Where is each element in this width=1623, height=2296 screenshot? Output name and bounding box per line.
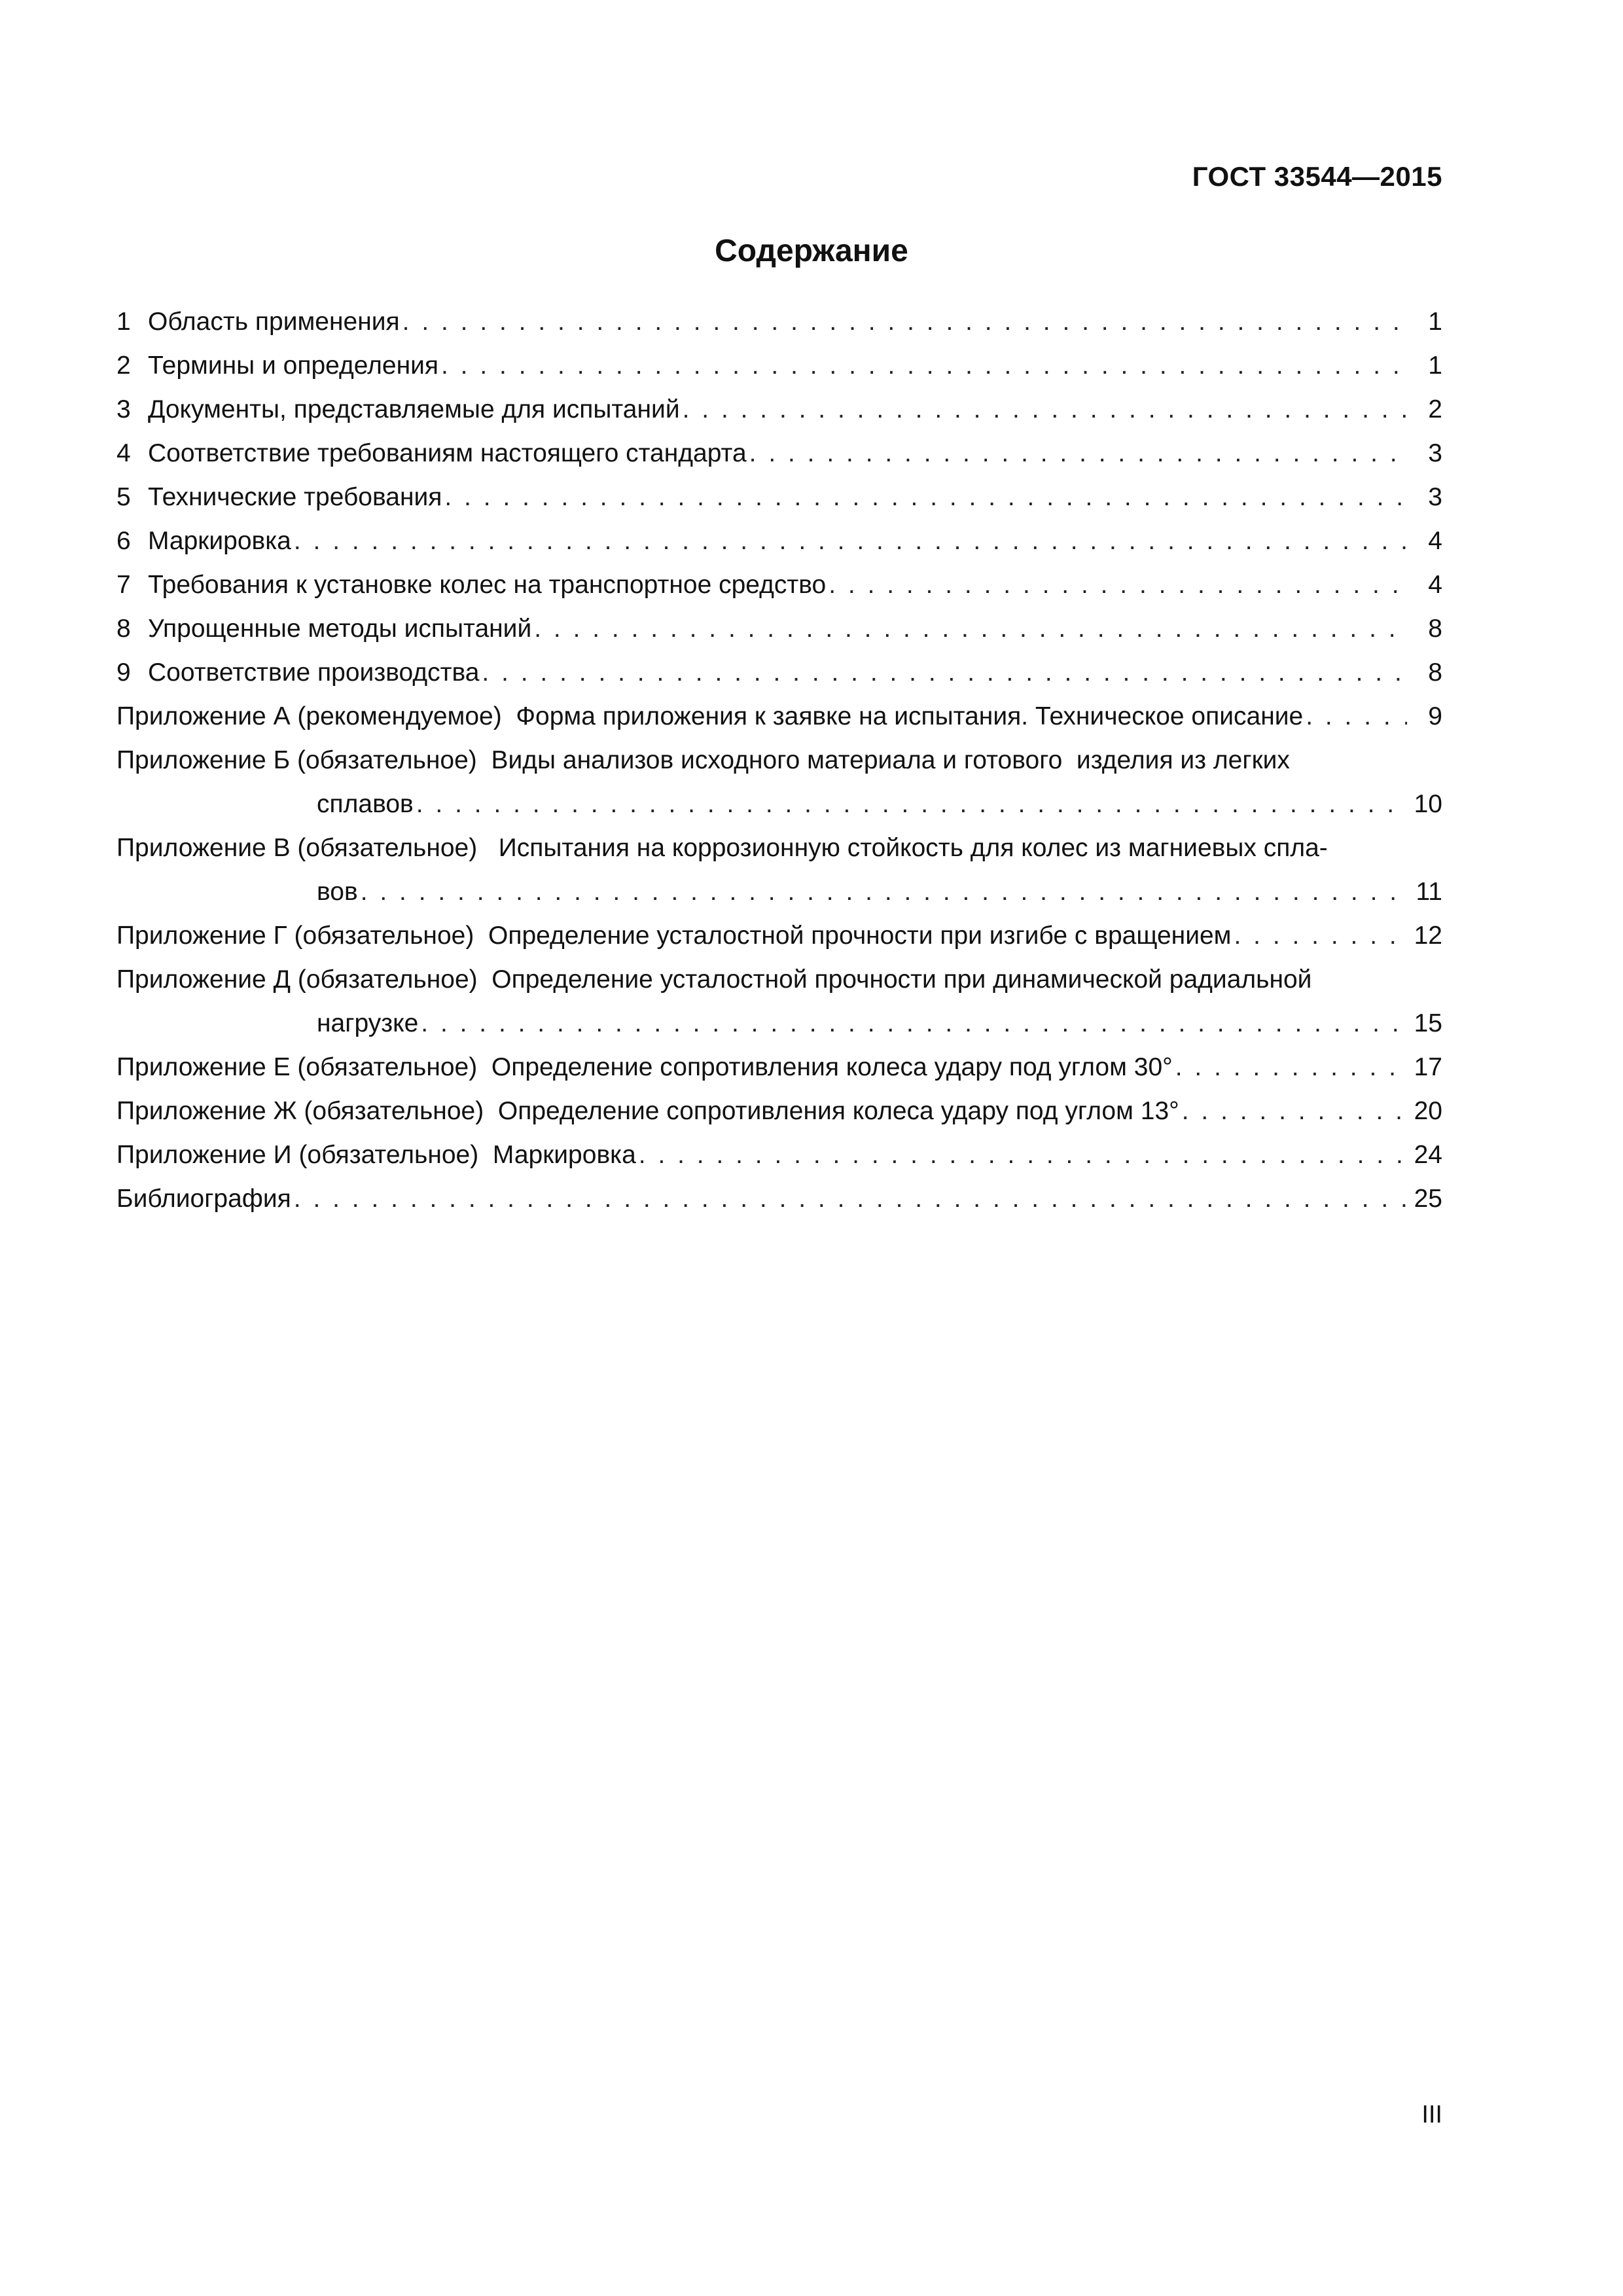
table-of-contents <box>116 300 1442 1221</box>
toc-entry-label: Приложение В (обязательное) Испытания на коррозионную стойкость для колес из магниевых спла- <box>116 834 1328 862</box>
toc-page-ref: 17 <box>1414 1053 1442 1081</box>
toc-page-ref: 4 <box>1428 527 1442 555</box>
dot-leader <box>749 431 1407 475</box>
toc-entry-line <box>116 651 1442 694</box>
toc-entry-number: 7 <box>116 571 131 599</box>
toc-page-ref: 11 <box>1416 878 1442 906</box>
toc-page-ref: 10 <box>1414 790 1442 818</box>
dot-leader <box>1306 694 1407 738</box>
toc-entry-number: 5 <box>116 483 131 511</box>
toc-entry-line <box>116 563 1442 607</box>
toc-page-ref: 2 <box>1428 395 1442 423</box>
toc-entry-number: 9 <box>116 658 131 687</box>
toc-entry-number: 4 <box>116 439 131 467</box>
toc-entry-label: Приложение Б (обязательное) Виды анализов исходного материала и готового изделия из легких <box>116 746 1290 774</box>
dot-leader <box>294 1177 1407 1221</box>
toc-entry[interactable] <box>116 475 1442 519</box>
toc-page-ref: 9 <box>1428 702 1442 730</box>
dot-leader <box>482 651 1407 694</box>
toc-entry[interactable] <box>116 914 1442 958</box>
toc-entry-line <box>116 607 1442 651</box>
toc-entry-label: нагрузке <box>317 1009 419 1037</box>
toc-entry-title <box>116 651 479 694</box>
toc-entry-line <box>116 1001 1442 1045</box>
toc-entry-label: Приложение И (обязательное) Маркировка <box>116 1141 636 1169</box>
toc-page-ref: 4 <box>1428 571 1442 599</box>
toc-entry-label: Приложение Ж (обязательное) Определение сопротивления колеса удару под углом 13° <box>116 1097 1179 1125</box>
toc-entry-title <box>317 1001 418 1045</box>
toc-entry-line <box>116 958 1442 1001</box>
toc-entry-title <box>116 300 400 344</box>
toc-entry-title <box>116 475 442 519</box>
toc-entry-label: сплавов <box>317 790 414 818</box>
toc-entry-line <box>116 782 1442 826</box>
toc-entry[interactable] <box>116 300 1442 344</box>
toc-entry-number: 2 <box>116 351 131 380</box>
toc-entry-number: 1 <box>116 308 131 336</box>
toc-entry-title <box>116 738 1290 782</box>
toc-entry-title <box>317 870 358 914</box>
toc-entry-line <box>116 387 1442 431</box>
toc-entry-line <box>116 475 1442 519</box>
toc-entry-label: Приложение Д (обязательное) Определение усталостной прочности при динамической радиальной <box>116 965 1312 994</box>
dot-leader <box>402 300 1407 344</box>
dot-leader <box>444 475 1407 519</box>
toc-entry-title <box>116 607 531 651</box>
toc-entry[interactable] <box>116 1089 1442 1133</box>
dot-leader <box>534 607 1407 651</box>
toc-entry-title <box>116 431 747 475</box>
toc-entry-label: Соответствие производства <box>148 658 480 687</box>
toc-entry-title <box>116 826 1328 870</box>
dot-leader <box>1234 914 1408 958</box>
toc-entry-line <box>116 431 1442 475</box>
toc-entry-title <box>116 1045 1173 1089</box>
toc-entry[interactable] <box>116 1177 1442 1221</box>
toc-page-ref: 20 <box>1414 1097 1442 1125</box>
toc-page-ref: 12 <box>1414 922 1442 950</box>
toc-page-ref: 8 <box>1428 615 1442 643</box>
toc-entry[interactable] <box>116 563 1442 607</box>
toc-entry-line <box>116 1045 1442 1089</box>
toc-entry[interactable] <box>116 694 1442 738</box>
toc-page-ref: 24 <box>1414 1141 1442 1169</box>
toc-page-ref: 1 <box>1428 308 1442 336</box>
toc-entry-label: Технические требования <box>148 483 442 511</box>
toc-page-ref: 8 <box>1428 658 1442 687</box>
toc-entry-title <box>116 519 291 563</box>
toc-entry-title <box>116 1133 636 1177</box>
toc-page-ref: 15 <box>1414 1009 1442 1037</box>
toc-entry-line <box>116 1089 1442 1133</box>
toc-entry-title <box>116 387 680 431</box>
toc-entry-title <box>116 563 826 607</box>
toc-entry-number: 8 <box>116 615 131 643</box>
document-code: ГОСТ 33544—2015 <box>1192 161 1442 192</box>
toc-entry-title <box>116 1177 291 1221</box>
toc-entry-title <box>116 694 1303 738</box>
toc-page-ref: 1 <box>1428 351 1442 380</box>
dot-leader <box>829 563 1407 607</box>
toc-entry-label: Документы, представляемые для испытаний <box>148 395 680 423</box>
toc-page-ref: 25 <box>1414 1185 1442 1213</box>
toc-entry-label: Приложение Г (обязательное) Определение усталостной прочности при изгибе с вращением <box>116 922 1232 950</box>
toc-entry[interactable] <box>116 344 1442 387</box>
toc-entry-title <box>116 344 438 387</box>
toc-entry-label: Библиография <box>116 1185 291 1213</box>
toc-entry-line <box>116 519 1442 563</box>
dot-leader <box>441 344 1407 387</box>
toc-entry-line <box>116 1133 1442 1177</box>
toc-entry-number: 3 <box>116 395 131 423</box>
dot-leader <box>683 387 1407 431</box>
toc-entry[interactable] <box>116 1133 1442 1177</box>
toc-entry-title <box>317 782 414 826</box>
toc-entry-title <box>116 1089 1179 1133</box>
toc-entry-label: Соответствие требованиям настоящего стандарта <box>148 439 747 467</box>
toc-entry-line <box>116 694 1442 738</box>
toc-entry[interactable] <box>116 738 1442 826</box>
toc-entry-line <box>116 300 1442 344</box>
dot-leader <box>416 782 1407 826</box>
toc-entry-label: Приложение Е (обязательное) Определение сопротивления колеса удару под углом 30° <box>116 1053 1173 1081</box>
toc-entry[interactable] <box>116 826 1442 914</box>
dot-leader <box>421 1001 1407 1045</box>
toc-entry-line <box>116 1177 1442 1221</box>
toc-entry[interactable] <box>116 1045 1442 1089</box>
toc-entry-line <box>116 914 1442 958</box>
toc-entry-number: 6 <box>116 527 131 555</box>
toc-entry[interactable] <box>116 651 1442 694</box>
toc-title: Содержание <box>715 234 908 268</box>
toc-entry-label: Требования к установке колес на транспортное средство <box>148 571 827 599</box>
dot-leader <box>294 519 1407 563</box>
toc-entry-line <box>116 870 1442 914</box>
toc-entry[interactable] <box>116 607 1442 651</box>
toc-entry-label: вов <box>317 878 358 906</box>
toc-entry[interactable] <box>116 519 1442 563</box>
toc-entry[interactable] <box>116 431 1442 475</box>
dot-leader <box>361 870 1407 914</box>
toc-entry-title <box>116 914 1232 958</box>
toc-entry-line <box>116 738 1442 782</box>
toc-entry[interactable] <box>116 958 1442 1045</box>
page-number: III <box>1421 2101 1442 2128</box>
toc-entry-label: Упрощенные методы испытаний <box>148 615 532 643</box>
toc-page-ref: 3 <box>1428 439 1442 467</box>
toc-entry-label: Маркировка <box>148 527 291 555</box>
toc-entry-line <box>116 344 1442 387</box>
dot-leader <box>639 1133 1407 1177</box>
toc-entry-line <box>116 826 1442 870</box>
toc-entry-label: Приложение А (рекомендуемое) Форма приложения к заявке на испытания. Техническое описание <box>116 702 1304 730</box>
dot-leader <box>1182 1089 1407 1133</box>
toc-entry-title <box>116 958 1311 1001</box>
toc-page-ref: 3 <box>1428 483 1442 511</box>
toc-entry[interactable] <box>116 387 1442 431</box>
toc-entry-label: Область применения <box>148 308 400 336</box>
dot-leader <box>1175 1045 1407 1089</box>
toc-entry-label: Термины и определения <box>148 351 439 380</box>
